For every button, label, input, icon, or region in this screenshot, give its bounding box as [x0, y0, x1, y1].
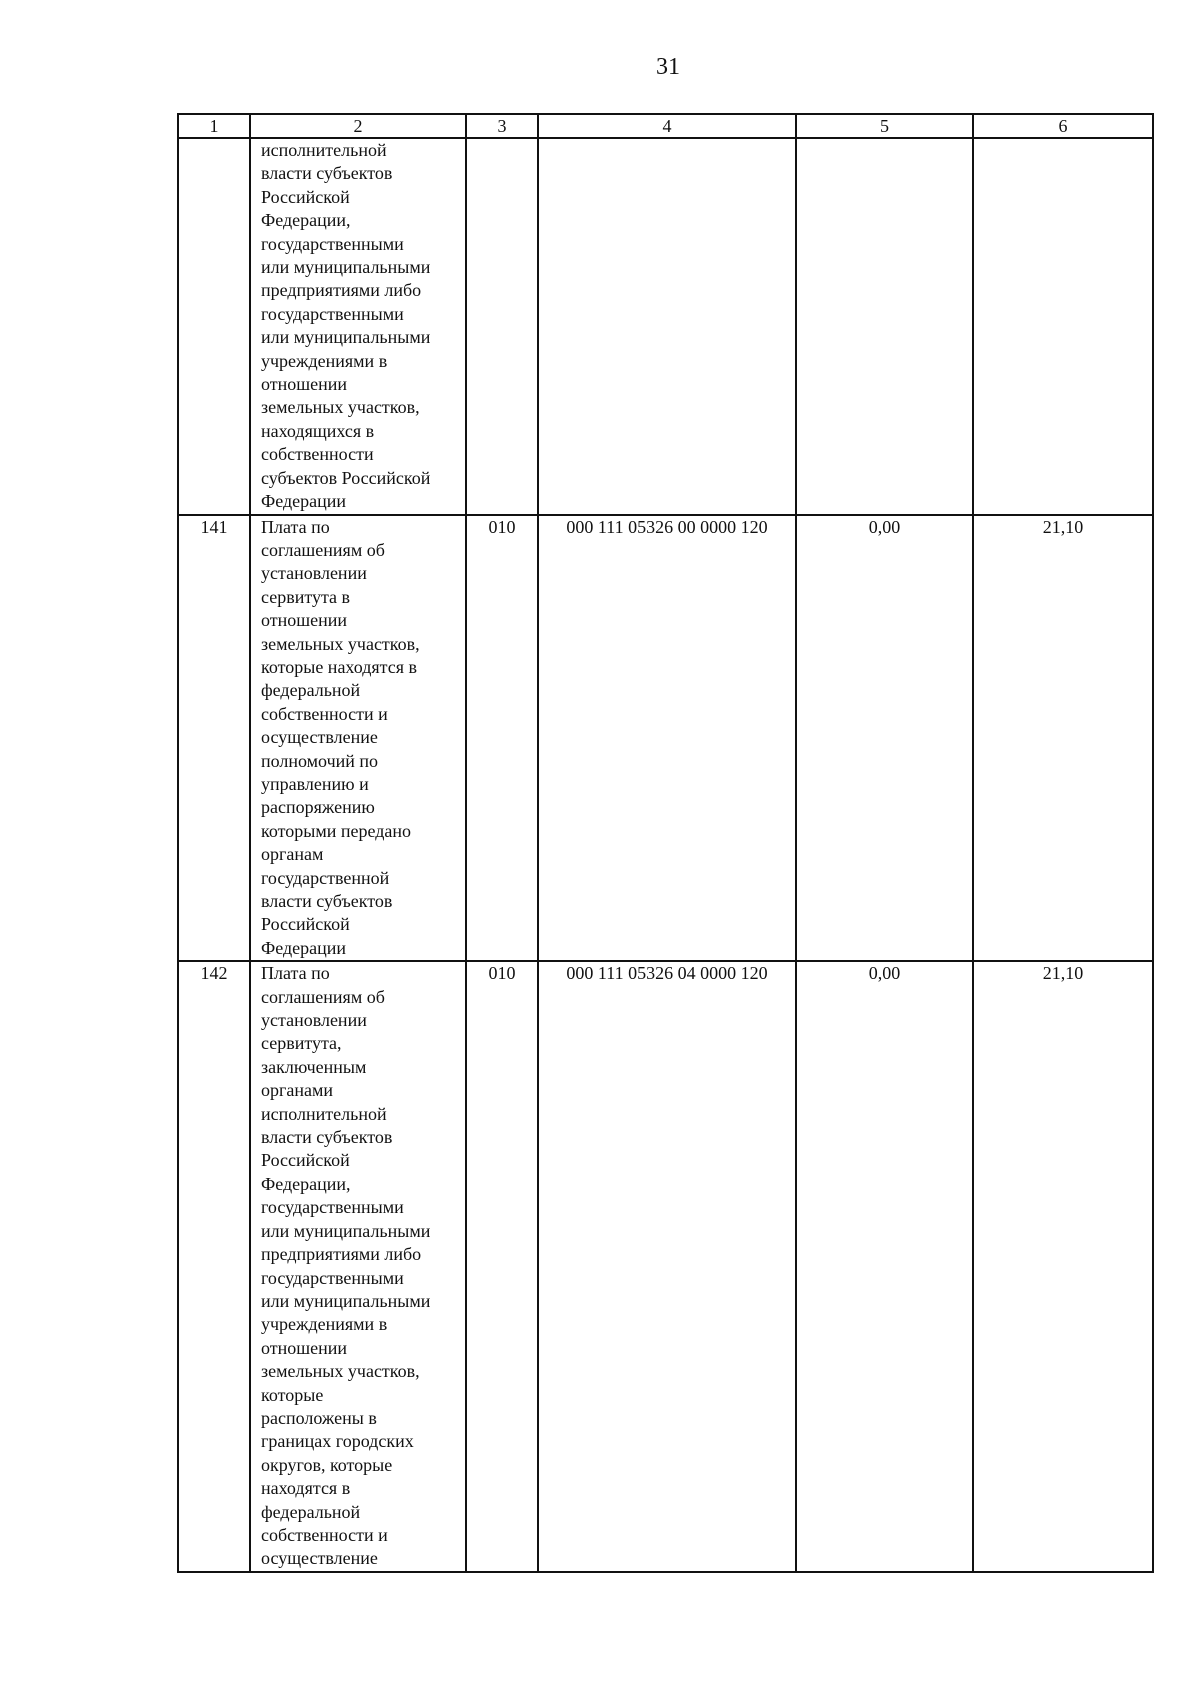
row-name-line: учреждениями в	[261, 1314, 388, 1335]
row-value-col6-cell	[973, 138, 1153, 515]
row-name-line: государственными	[261, 1267, 404, 1288]
row-name-line: управлению и	[261, 773, 369, 794]
row-name-line: соглашениям об	[261, 986, 385, 1007]
row-name-line: Российской	[261, 1150, 350, 1171]
row-number-cell: 142	[178, 961, 250, 1572]
row-name-line: расположены в	[261, 1407, 377, 1428]
column-header-2: 2	[250, 114, 466, 138]
row-number-cell	[178, 138, 250, 515]
row-name-line: или муниципальными	[261, 1220, 431, 1241]
row-name-line: или муниципальными	[261, 257, 431, 278]
table-row	[178, 515, 1153, 962]
row-name-line: предприятиями либо	[261, 1244, 422, 1265]
row-name-line: федеральной	[261, 1501, 361, 1522]
row-name-line: земельных участков,	[261, 1361, 420, 1382]
row-name-line: Федерации,	[261, 210, 351, 231]
table-row	[178, 961, 1153, 1572]
row-name-line: которые	[261, 1384, 324, 1405]
row-name-line: сервитута в	[261, 586, 351, 607]
row-name-line: отношении	[261, 374, 348, 395]
row-name-line: Федерации	[261, 491, 347, 512]
row-name-line: округов, которые	[261, 1454, 393, 1475]
row-name-line: отношении	[261, 610, 348, 631]
row-name-line: власти субъектов	[261, 163, 393, 184]
row-budget-code-cell: 000 111 05326 04 0000 120	[538, 961, 796, 1572]
row-name-line: осуществление	[261, 1548, 378, 1569]
row-name-line: распоряжению	[261, 797, 375, 818]
row-name-line: собственности	[261, 444, 374, 465]
row-value-col6-cell: 21,10	[973, 515, 1153, 962]
page-number: 31	[656, 54, 680, 80]
row-name-line: установлении	[261, 1010, 367, 1031]
row-name-line: органам	[261, 844, 324, 865]
row-name-line: субъектов Российской	[261, 467, 431, 488]
row-value-col5-cell: 0,00	[796, 515, 973, 962]
row-name-line: учреждениями в	[261, 350, 388, 371]
row-value-col6-cell: 21,10	[973, 961, 1153, 1572]
row-name-line: установлении	[261, 563, 367, 584]
row-name-line: сервитута,	[261, 1033, 342, 1054]
row-name-line: или муниципальными	[261, 1290, 431, 1311]
table-row	[178, 138, 1153, 515]
row-admin-code-cell: 010	[466, 961, 538, 1572]
row-name-line: федеральной	[261, 680, 361, 701]
row-name-line: отношении	[261, 1337, 348, 1358]
row-admin-code-cell: 010	[466, 515, 538, 962]
row-name-line: которые находятся в	[261, 656, 418, 677]
column-header-1: 1	[178, 114, 250, 138]
row-name-line: которыми передано	[261, 820, 411, 841]
row-name-line: государственными	[261, 1197, 404, 1218]
row-name-line: находятся в	[261, 1478, 351, 1499]
row-name-line: органами	[261, 1080, 334, 1101]
row-name-line: полномочий по	[261, 750, 379, 771]
column-header-6: 6	[973, 114, 1153, 138]
row-name-line: Плата по	[261, 516, 330, 537]
row-name-line: государственной	[261, 867, 390, 888]
column-header-3: 3	[466, 114, 538, 138]
budget-table	[177, 113, 1154, 1573]
row-name-line: Российской	[261, 914, 350, 935]
header-row	[178, 114, 1153, 138]
row-name-line: государственными	[261, 303, 404, 324]
row-name-line: заключенным	[261, 1056, 367, 1077]
row-name-cell	[250, 138, 466, 515]
row-name-line: земельных участков,	[261, 633, 420, 654]
row-name-line: земельных участков,	[261, 397, 420, 418]
row-name-line: осуществление	[261, 727, 378, 748]
row-number-cell: 141	[178, 515, 250, 962]
row-name-line: Российской	[261, 186, 350, 207]
row-budget-code-cell: 000 111 05326 00 0000 120	[538, 515, 796, 962]
row-name-line: соглашениям об	[261, 539, 385, 560]
row-name-cell	[250, 515, 466, 962]
row-admin-code-cell	[466, 138, 538, 515]
row-name-line: предприятиями либо	[261, 280, 422, 301]
row-name-line: власти субъектов	[261, 1127, 393, 1148]
row-name-line: границах городских	[261, 1431, 414, 1452]
row-name-line: Федерации,	[261, 1173, 351, 1194]
row-name-line: Федерации	[261, 937, 347, 958]
row-name-line: государственными	[261, 233, 404, 254]
column-header-4: 4	[538, 114, 796, 138]
row-name-line: власти субъектов	[261, 891, 393, 911]
row-value-col5-cell: 0,00	[796, 961, 973, 1572]
row-name-line: или муниципальными	[261, 327, 431, 348]
row-budget-code-cell	[538, 138, 796, 515]
row-name-line: исполнительной	[261, 140, 387, 160]
row-name-line: собственности и	[261, 703, 388, 724]
row-name-cell	[250, 961, 466, 1572]
column-header-5: 5	[796, 114, 973, 138]
row-name-line: Плата по	[261, 963, 330, 984]
row-value-col5-cell	[796, 138, 973, 515]
row-name-line: исполнительной	[261, 1103, 387, 1124]
row-name-line: находящихся в	[261, 420, 375, 441]
row-name-line: собственности и	[261, 1524, 388, 1545]
